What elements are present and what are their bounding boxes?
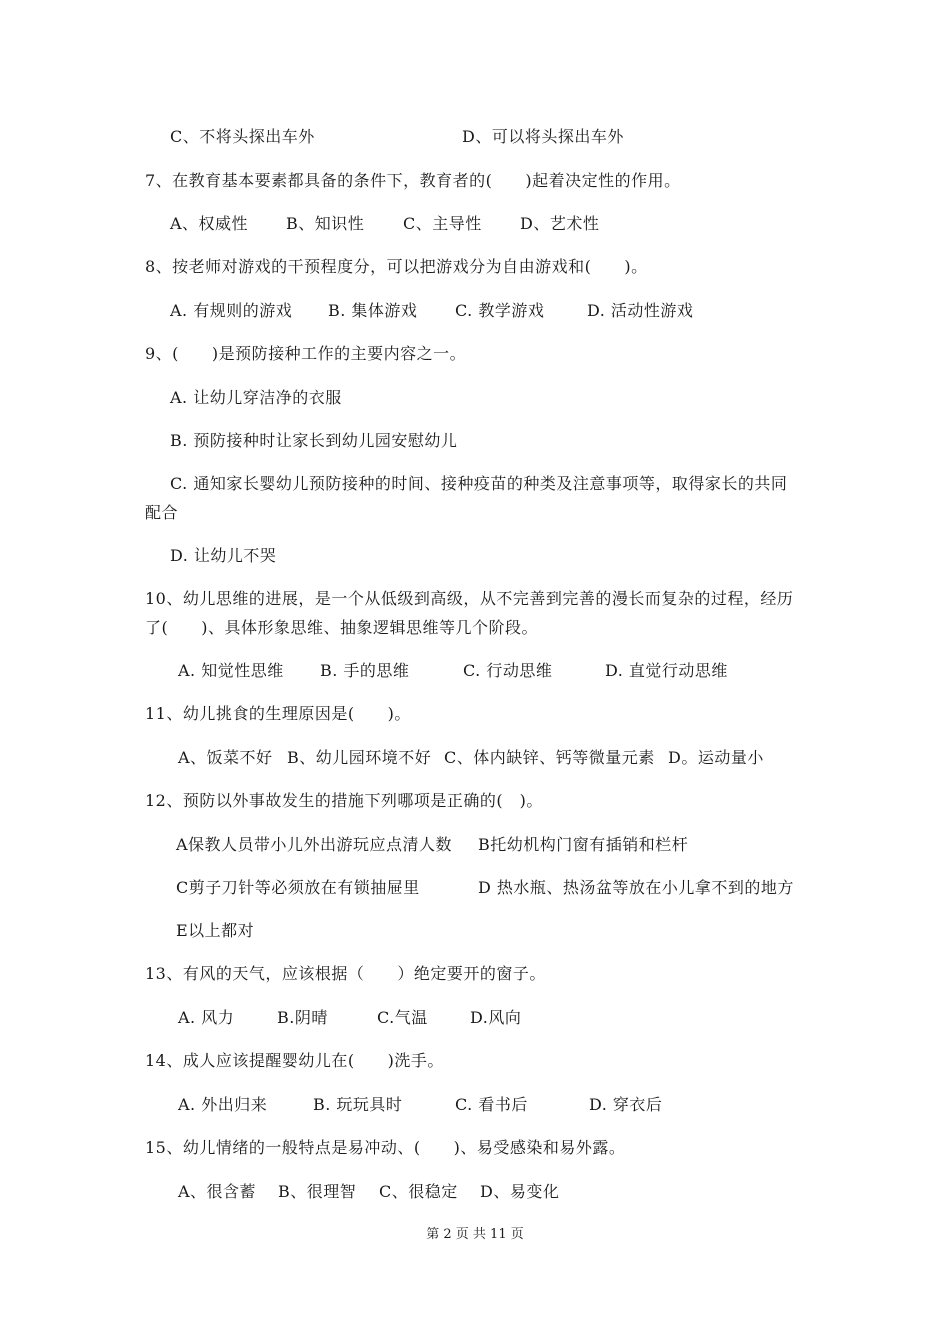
q6-option-c: C、不将头探出车外 <box>170 127 315 146</box>
q7-stem: 7、在教育基本要素都具备的条件下，教育者的( )起着决定性的作用。 <box>145 171 681 190</box>
q11-option-a: A、饭菜不好 <box>178 748 273 767</box>
q11-option-d: D。运动量小 <box>668 748 764 767</box>
q12-stem: 12、预防以外事故发生的措施下列哪项是正确的( )。 <box>145 791 543 810</box>
q9-option-b: B. 预防接种时让家长到幼儿园安慰幼儿 <box>170 431 458 450</box>
q14-option-a: A. 外出归来 <box>178 1095 268 1114</box>
q10-option-b: B. 手的思维 <box>320 661 410 680</box>
q13-option-d: D.风向 <box>470 1008 522 1027</box>
q9-option-c-line2: 配合 <box>145 503 179 522</box>
q11-option-c: C、体内缺锌、钙等微量元素 <box>444 748 655 767</box>
q12-option-c: C剪子刀针等必须放在有锁抽屉里 <box>176 878 420 897</box>
q14-option-d: D. 穿衣后 <box>589 1095 663 1114</box>
q13-option-a: A. 风力 <box>178 1008 235 1027</box>
q9-option-a: A. 让幼儿穿洁净的衣服 <box>170 388 342 407</box>
q14-option-b: B. 玩玩具时 <box>313 1095 403 1114</box>
q7-option-a: A、权威性 <box>170 214 249 233</box>
q8-option-a: A. 有规则的游戏 <box>170 301 293 320</box>
q13-stem: 13、有风的天气，应该根据（ ）绝定要开的窗子。 <box>145 964 546 983</box>
q15-option-b: B、很理智 <box>278 1182 357 1201</box>
q7-option-d: D、艺术性 <box>520 214 600 233</box>
q12-option-e: E以上都对 <box>176 921 255 940</box>
q10-option-a: A. 知觉性思维 <box>178 661 284 680</box>
q7-option-b: B、知识性 <box>286 214 365 233</box>
q10-stem-line1: 10、幼儿思维的进展，是一个从低级到高级，从不完善到完善的漫长而复杂的过程，经历 <box>145 589 794 608</box>
q10-option-c: C. 行动思维 <box>463 661 553 680</box>
q13-option-b: B.阴晴 <box>277 1008 328 1027</box>
q6-option-d: D、可以将头探出车外 <box>462 127 624 146</box>
q10-stem-line2: 了( )、具体形象思维、抽象逻辑思维等几个阶段。 <box>145 618 538 637</box>
q10-option-d: D. 直觉行动思维 <box>605 661 728 680</box>
q8-stem: 8、按老师对游戏的干预程度分，可以把游戏分为自由游戏和( )。 <box>145 257 648 276</box>
q12-option-b: B托幼机构门窗有插销和栏杆 <box>478 835 689 854</box>
q14-stem: 14、成人应该提醒婴幼儿在( )洗手。 <box>145 1051 444 1070</box>
q12-option-d: D 热水瓶、热汤盆等放在小儿拿不到的地方 <box>478 878 794 897</box>
q8-option-d: D. 活动性游戏 <box>587 301 694 320</box>
q11-option-b: B、幼儿园环境不好 <box>287 748 432 767</box>
page-number-footer: 第 2 页 共 11 页 <box>426 1227 524 1242</box>
q13-option-c: C.气温 <box>377 1008 428 1027</box>
q14-option-c: C. 看书后 <box>455 1095 528 1114</box>
q11-stem: 11、幼儿挑食的生理原因是( )。 <box>145 704 411 723</box>
q9-option-d: D. 让幼儿不哭 <box>170 546 277 565</box>
q7-option-c: C、主导性 <box>403 214 482 233</box>
q9-option-c-line1: C. 通知家长婴幼儿预防接种的时间、接种疫苗的种类及注意事项等，取得家长的共同 <box>170 474 788 493</box>
q12-option-a: A保教人员带小儿外出游玩应点清人数 <box>176 835 453 854</box>
q8-option-b: B. 集体游戏 <box>328 301 418 320</box>
q15-option-c: C、很稳定 <box>379 1182 458 1201</box>
q15-option-a: A、很含蓄 <box>178 1182 257 1201</box>
q15-stem: 15、幼儿情绪的一般特点是易冲动、( )、易受感染和易外露。 <box>145 1138 626 1157</box>
q8-option-c: C. 教学游戏 <box>455 301 545 320</box>
q9-stem: 9、( )是预防接种工作的主要内容之一。 <box>145 344 467 363</box>
q15-option-d: D、易变化 <box>480 1182 560 1201</box>
